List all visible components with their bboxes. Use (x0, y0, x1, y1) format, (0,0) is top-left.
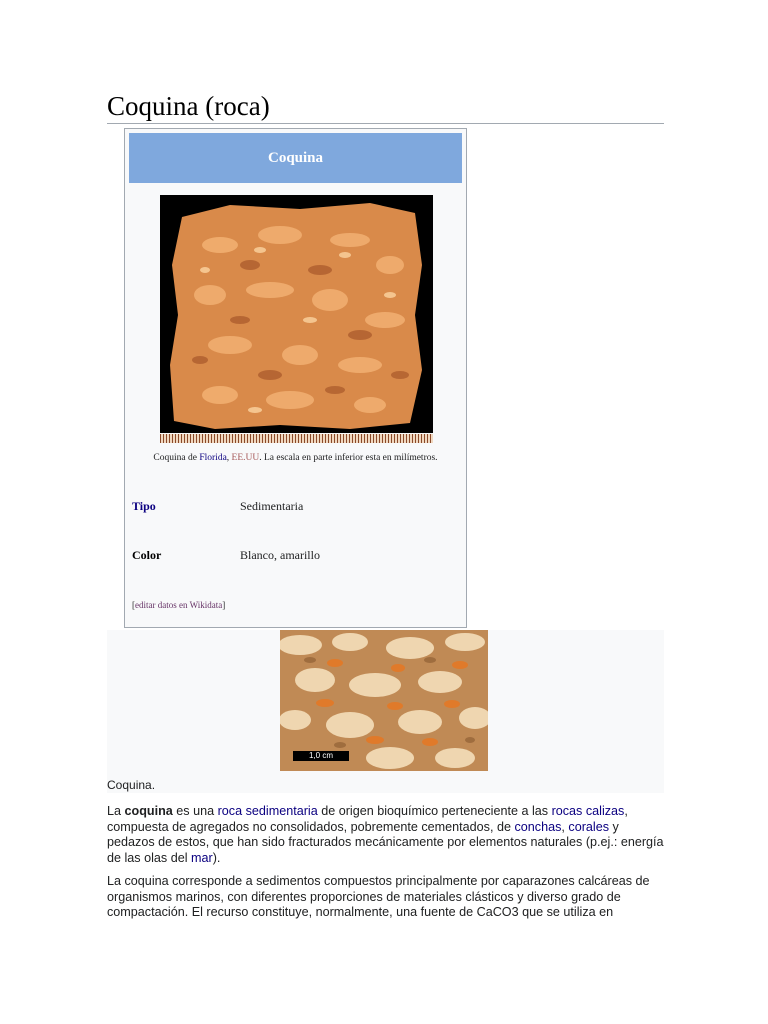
term-coquina: coquina (124, 804, 173, 818)
eeuu-link[interactable]: EE.UU (231, 453, 260, 463)
florida-link[interactable]: Florida (199, 453, 227, 463)
rocas-calizas-link[interactable]: rocas calizas (551, 804, 625, 818)
edit-wikidata: [editar datos en Wikidata] (132, 600, 226, 610)
title-divider (107, 123, 664, 124)
infobox-label-color: Color (132, 548, 162, 562)
roca-sedimentaria-link[interactable]: roca sedimentaria (217, 804, 318, 818)
figure-caption: Coquina. (107, 778, 156, 792)
coquina-closeup-image[interactable] (280, 630, 488, 771)
edit-wikidata-link[interactable]: editar datos en Wikidata (135, 600, 223, 610)
coquina-figure (107, 630, 664, 793)
millimeter-scale-bar (160, 434, 433, 443)
infobox-value-color: Blanco, amarillo (240, 548, 320, 562)
page-title: Coquina (roca) (107, 91, 270, 121)
infobox-label-tipo[interactable]: Tipo (132, 499, 156, 513)
infobox-header: Coquina (129, 133, 462, 183)
corales-link[interactable]: corales (568, 819, 610, 834)
conchas-link[interactable]: conchas (514, 819, 562, 834)
paragraph-intro: La coquina es una roca sedimentaria de origen bioquímico perteneciente a las rocas calizas, compuesta de agregados no consolidados, pobremente cementados, de conchas, corales y pedazos de estos, que han sido fracturados mecánicamente por elementos naturales (p.ej.: energía de las olas del mar). (107, 804, 664, 866)
paragraph-composition: La coquina corresponde a sedimentos compuestos principalmente por caparazones calcáreas de organismos marinos, con diferentes proporciones de materiales clásticos y diverso grado de compactación. El recurso constituye, normalmente, una fuente de CaCO3 que se utiliza en (107, 874, 650, 920)
centimeter-scale-label: 1,0 cm (293, 751, 349, 761)
infobox-value-tipo[interactable]: Sedimentaria (240, 499, 304, 513)
infobox-caption: Coquina de Florida, EE.UU. La escala en parte inferior esta en milímetros. (153, 453, 438, 463)
infobox (124, 128, 467, 628)
mar-link[interactable]: mar (191, 851, 213, 866)
coquina-rock-image[interactable] (160, 195, 433, 433)
